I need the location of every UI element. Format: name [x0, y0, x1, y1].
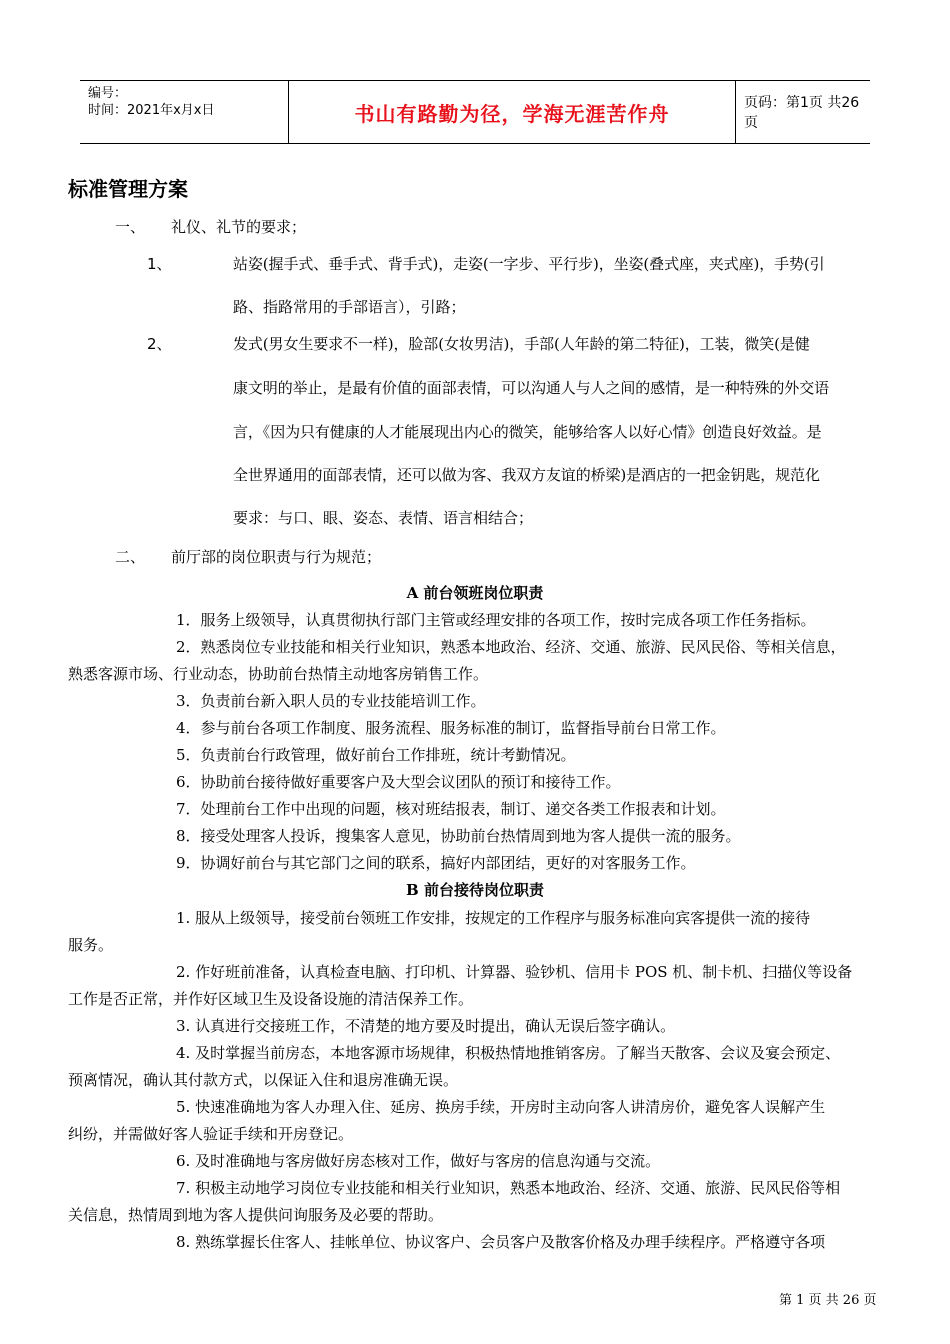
duty-line: 熟悉客源市场、行业动态，协助前台热情主动地客房销售工作。	[68, 665, 489, 683]
section-1-heading: 礼仪、礼节的要求；	[171, 218, 307, 236]
duty-line: 8. 熟练掌握长住客人、挂帐单位、协议客户、会员客户及散客价格及办理手续程序。严格遵守各项	[176, 1233, 826, 1251]
header-motto: 书山有路勤为径，学海无涯苦作舟	[288, 81, 736, 143]
header-page-info: 页码：第1页 共26页	[744, 95, 860, 131]
duty-line: 1．服务上级领导，认真贯彻执行部门主管或经理安排的各项工作，按时完成各项工作任务指标。	[176, 611, 816, 629]
duty-line: 5. 快速准确地为客人办理入住、延房、换房手续，开房时主动向客人讲清房价，避免客人误解产生	[176, 1098, 826, 1116]
header-meta	[80, 81, 288, 143]
duty-line: 1. 服从上级领导，接受前台领班工作安排，按规定的工作程序与服务标准向宾客提供一流的接待	[176, 909, 811, 927]
item-2-line: 全世界通用的面部表情，还可以做为客、我双方友谊的桥梁)是酒店的一把金钥匙，规范化	[233, 466, 820, 484]
item-1-line: 路、指路常用的手部语言），引路；	[233, 298, 466, 316]
item-2-line: 要求：与口、眼、姿态、表情、语言相结合；	[233, 509, 534, 527]
section-1-number: 一、	[115, 218, 146, 236]
duty-line: 工作是否正常，并作好区域卫生及设备设施的清洁保养工作。	[68, 990, 474, 1008]
item-2-line: 康文明的举止，是最有价值的面部表情，可以沟通人与人之间的感情，是一种特殊的外交语	[233, 379, 830, 397]
subsection-a-title: A 前台领班岗位职责	[406, 584, 544, 602]
duty-line: 3．负责前台新入职人员的专业技能培训工作。	[176, 692, 486, 710]
page-header	[80, 80, 870, 144]
duty-line: 关信息，热情周到地为客人提供问询服务及必要的帮助。	[68, 1206, 444, 1224]
duty-line: 2. 作好班前准备，认真检查电脑、打印机、计算器、验钞机、信用卡 POS 机、制卡机、扫描仪等设备	[176, 963, 853, 981]
duty-line: 6．协助前台接待做好重要客户及大型会议团队的预订和接待工作。	[176, 773, 621, 791]
item-1-number: 1、	[147, 255, 172, 273]
item-2-line: 发式(男女生要求不一样)，脸部(女妆男洁)，手部(人年龄的第二特征)，工装，微笑(是健	[233, 335, 810, 353]
page-footer: 第 1 页 共 26 页	[779, 1293, 877, 1308]
duty-line: 7. 积极主动地学习岗位专业技能和相关行业知识，熟悉本地政治、经济、交通、旅游、民风民俗等相	[176, 1179, 841, 1197]
document-number-label: 编号：	[88, 86, 128, 101]
subsection-b-title: B 前台接待岗位职责	[406, 881, 544, 899]
duty-line: 4. 及时掌握当前房态，本地客源市场规律，积极热情地推销客房。了解当天散客、会议及宴会预定、	[176, 1044, 841, 1062]
item-2-line: 言，《因为只有健康的人才能展现出内心的微笑，能够给客人以好心情》创造良好效益。是	[233, 423, 822, 441]
duty-line: 2．熟悉岗位专业技能和相关行业知识，熟悉本地政治、经济、交通、旅游、民风民俗、等相关信息，	[176, 638, 846, 656]
duty-line: 6. 及时准确地与客房做好房态核对工作，做好与客房的信息沟通与交流。	[176, 1152, 661, 1170]
duty-line: 8．接受处理客人投诉，搜集客人意见，协助前台热情周到地为客人提供一流的服务。	[176, 827, 741, 845]
duty-line: 9．协调好前台与其它部门之间的联系，搞好内部团结，更好的对客服务工作。	[176, 854, 696, 872]
section-2-heading: 前厅部的岗位职责与行为规范；	[171, 548, 382, 566]
item-1-line: 站姿(握手式、垂手式、背手式)，走姿(一字步、平行步)，坐姿(叠式座，夹式座)，手势(引	[233, 255, 825, 273]
item-2-number: 2、	[147, 335, 172, 353]
duty-line: 3. 认真进行交接班工作，不清楚的地方要及时提出，确认无误后签字确认。	[176, 1017, 676, 1035]
duty-line: 4．参与前台各项工作制度、服务流程、服务标准的制订，监督指导前台日常工作。	[176, 719, 726, 737]
duty-line: 服务。	[68, 936, 114, 954]
duty-line: 7．处理前台工作中出现的问题，核对班结报表，制订、递交各类工作报表和计划。	[176, 800, 726, 818]
duty-line: 预离情况，确认其付款方式，以保证入住和退房准确无误。	[68, 1071, 459, 1089]
section-2-number: 二、	[115, 548, 146, 566]
duty-line: 5．负责前台行政管理，做好前台工作排班，统计考勤情况。	[176, 746, 576, 764]
document-title: 标准管理方案	[68, 177, 188, 201]
document-date-label: 时间：2021年x月x日	[88, 103, 215, 118]
duty-line: 纠纷，并需做好客人验证手续和开房登记。	[68, 1125, 354, 1143]
